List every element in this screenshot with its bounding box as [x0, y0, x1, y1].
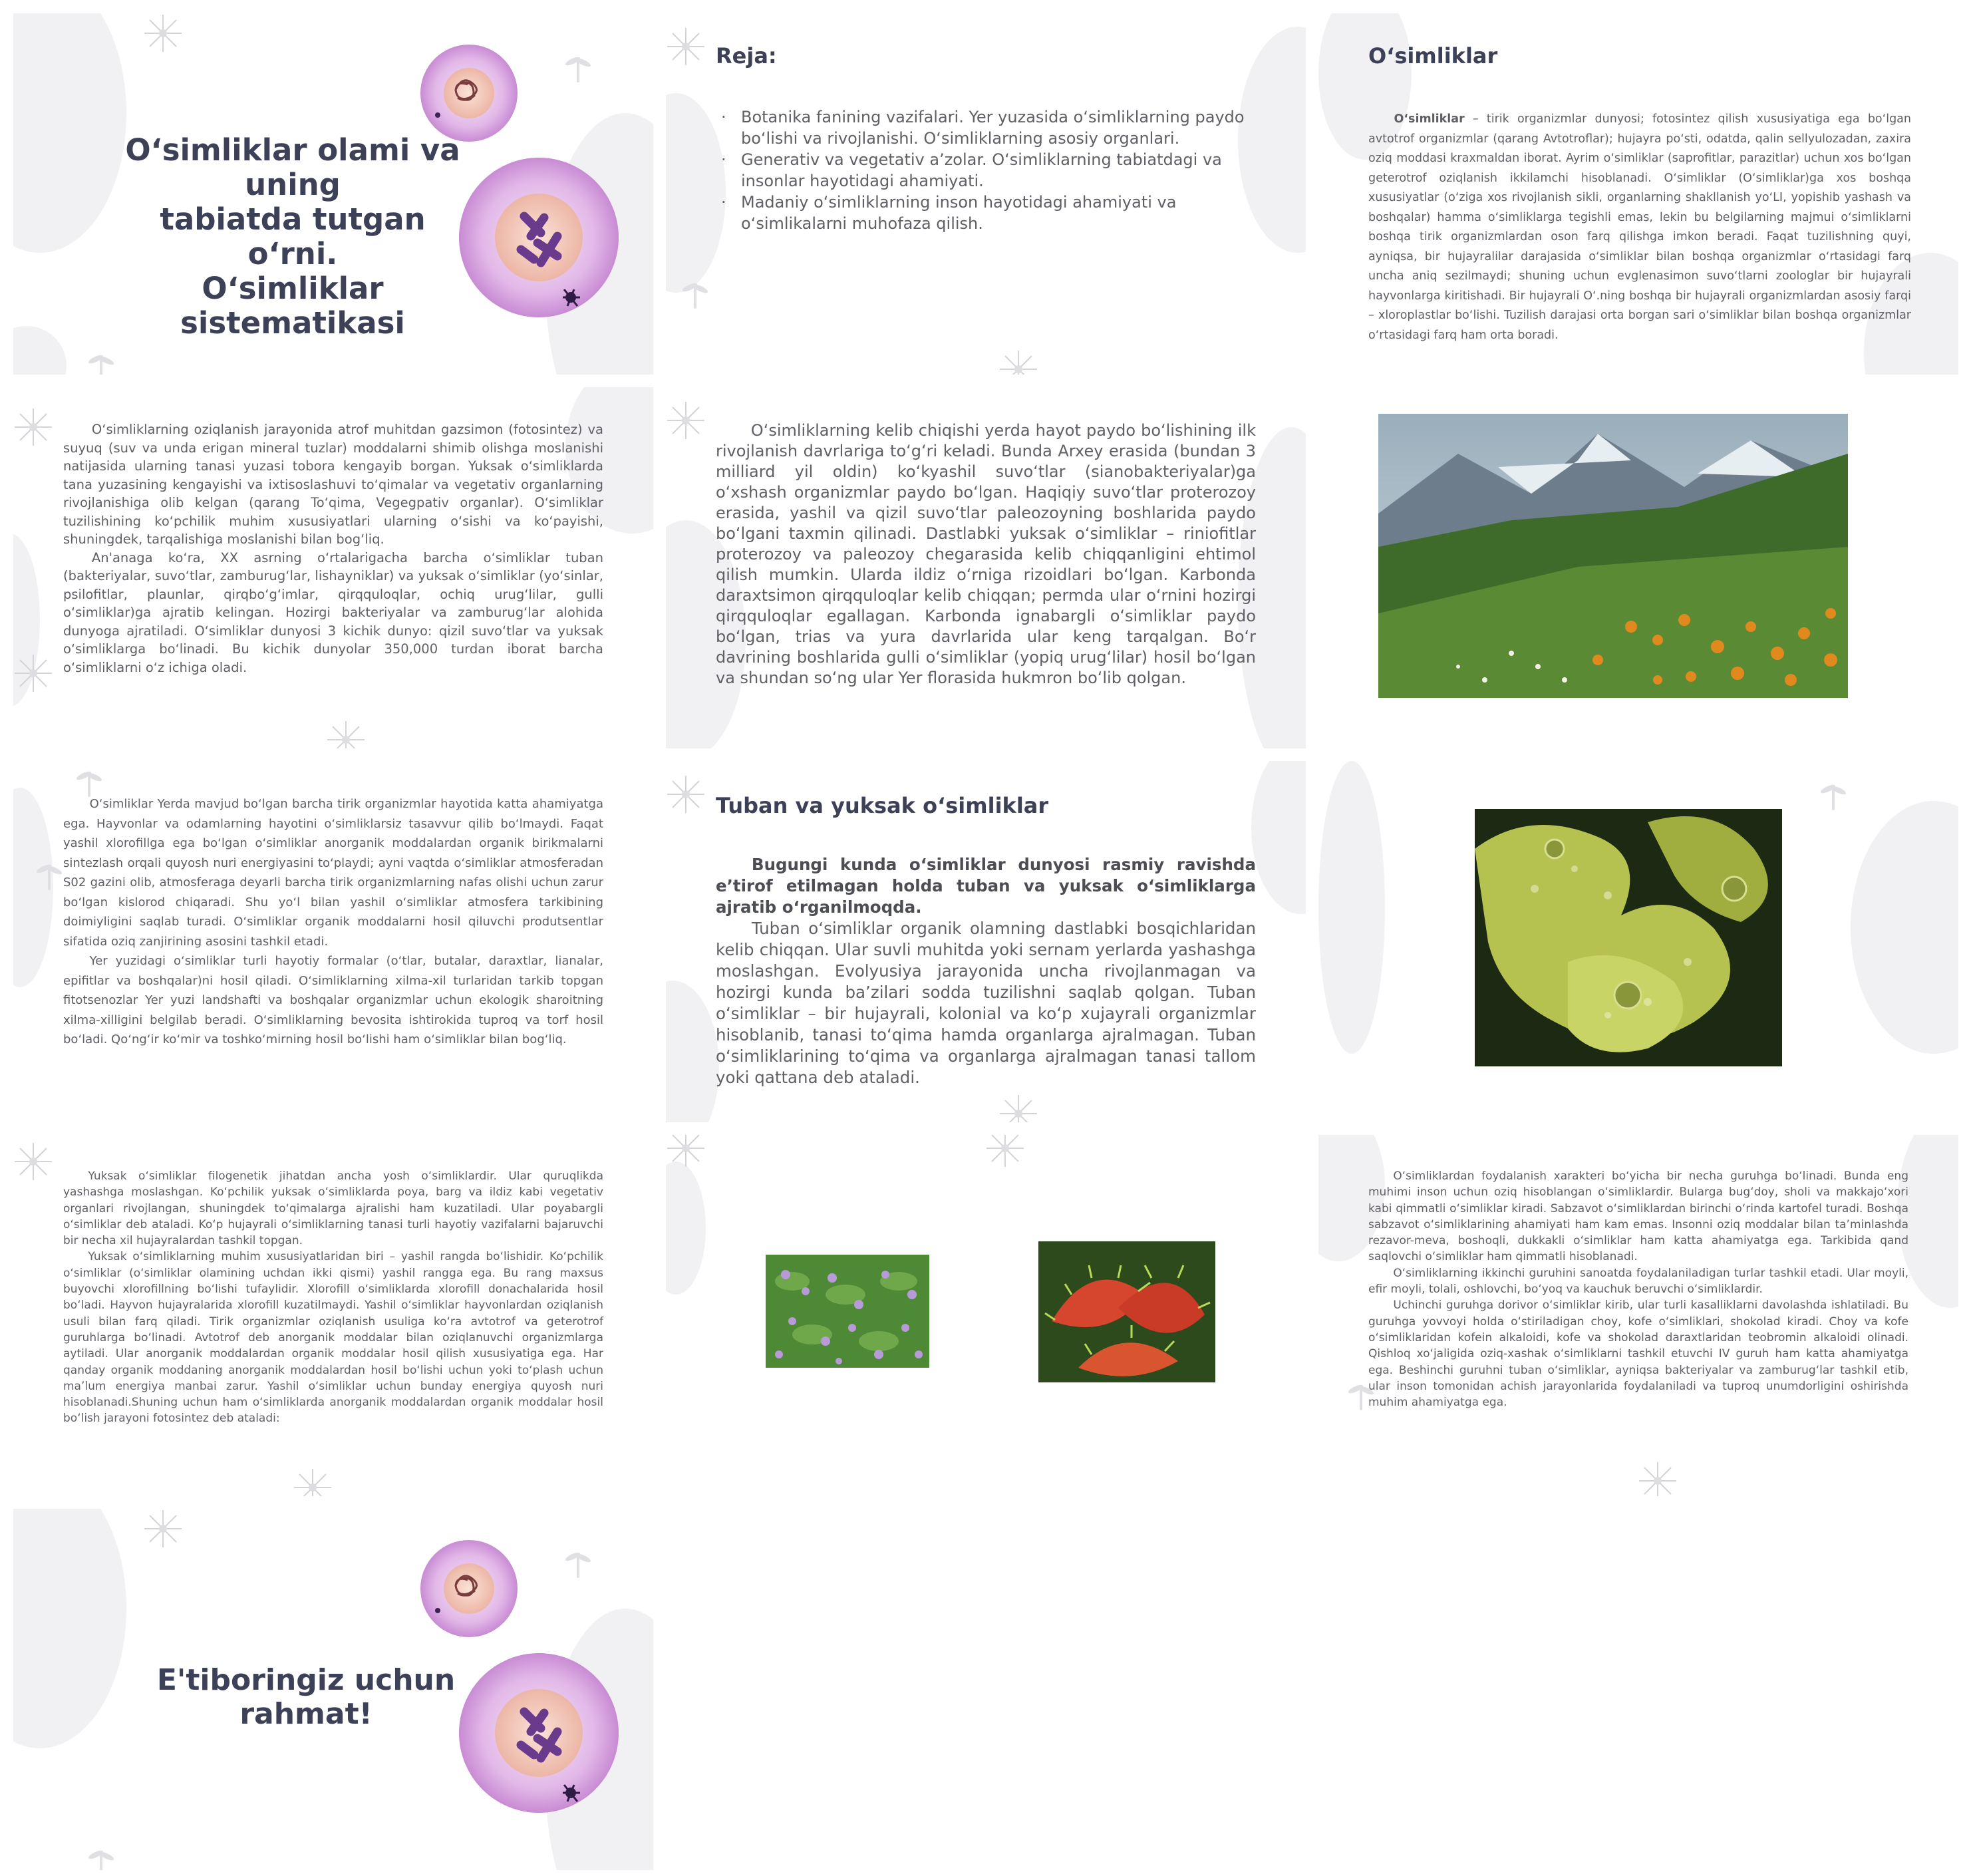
plan-item: · Madaniy o‘simliklarning inson hayotidagi ahamiyati va o‘simlikalarni muhofaza qilish. — [721, 193, 1177, 233]
definition-term: O‘simliklar — [1394, 112, 1465, 126]
cell-illustration-icon — [458, 156, 621, 320]
dandelion-icon — [143, 13, 183, 53]
dandelion-icon — [666, 1135, 706, 1168]
dandelion-icon — [13, 653, 53, 693]
dandelion-icon — [998, 349, 1038, 375]
body-text — [716, 854, 1256, 1088]
slide-heading: O‘simliklar — [1368, 43, 1498, 69]
paragraph: O‘simliklarning ikkinchi guruhini sanoatda foydalaniladigan turlar tashkil etadi. Ular moyli, efir moyli, tolali, oshlovchi, bo‘yoq va kauchuk beruvchi o‘simliklardir. — [1368, 1266, 1908, 1297]
slide-heading: Reja: — [716, 43, 777, 69]
slide-lower-higher-plants — [666, 761, 1306, 1122]
plan-item-text: Botanika fanining vazifalari. Yer yuzasida o‘simliklarning paydo bo‘lishi va rivojlanishi. O‘simliklarning asosiy organlari. — [741, 108, 1245, 148]
background-shape — [666, 1162, 706, 1295]
dandelion-icon — [666, 400, 706, 440]
slide-text-nutrition — [13, 387, 653, 748]
dandelion-icon — [985, 1135, 1025, 1168]
title-line: O‘simliklar sistematikasi — [180, 271, 405, 341]
venus-flytrap-photo — [1038, 1241, 1215, 1382]
presentation-title — [113, 133, 472, 341]
background-shape — [1318, 761, 1385, 1054]
dandelion-icon — [998, 1094, 1038, 1122]
slide-text-uses — [1318, 1135, 1958, 1496]
background-shape — [13, 326, 67, 375]
mountain-meadow-photo — [1378, 414, 1848, 698]
dragonfly-icon — [562, 53, 595, 86]
body-text — [63, 1168, 603, 1427]
slide-text-importance — [13, 761, 653, 1122]
title-line: O‘simliklar olami va uning — [125, 132, 460, 202]
definition-body: – tirik organizmlar dunyosi; fotosintez qilish xususiyatiga ega boʻlgan avtotrof organizmlar (qarang Avtotroflar); hujayra poʻsti, odatda, qalin sellyulozadan, zaxira oziq moddasi kraxmaldan iborat. Ayrim oʻsimliklar (saprofitlar, parazitlar) uchun xos boʻlgan geterotrof oziqlanish ikkilamchi hisoblanadi. Oʻsimliklar (Oʻsimliklar)ga xos boshqa xususiyatlar (oʻziga xos rivojlanish sikli, organlarning shakllanish yoʻLI, yopishib yashash va boshqalar) hamma oʻsimliklarga tegishli emas, lekin bu belgilarning majmui oʻsimliklarni boshqa tirik organizmlardan oson farq qilishga imkon beradi. Faqat tuzilishning quyi, ayniqsa, bir hujayralilar darajasida oʻsimliklar bilan boshqa organizmlar oʻrtasidagi farq uncha aniq sezilmaydi; shuning uchun evglenasimon suvoʻtlarni zoologlar bir hujayrali hayvonlarga kiritishadi. Bir hujayrali Oʻ.ning boshqa bir hujayrali organizmlardan asosiy farqi – xloroplastlar boʻlishi. Tuzilish darajasi orta borgan sari oʻsimliklar bilan boshqa organizmlar oʻrtasidagi farq ham orta boradi. — [1368, 112, 1911, 342]
slide-title — [13, 13, 653, 375]
paragraph: Yuksak o‘simliklarning muhim xususiyatlaridan biri – yashil rangda bo‘lishidir. Ko‘pchilik o‘simliklar (o‘simliklar olamining uchdan ikki qismi) yashil rangga ega. Bu rang maxsus buyovchi xlorofillning bo‘lishi tufaylidir. Xlorofill o‘simliklarda xlorofill donachalarida hosil bo‘ladi. Hayvon hujayralarida xlorofill kuzatilmaydi. Yashil o‘simliklar hayvonlardan oziqlanish usuli bilan farq qiladi. Tirik organizmlar oziqlanish usuliga ko‘ra avtotrof va geterotrof guruhlarga bo‘linadi. Avtotrof deb anorganik moddalar bilan oziqlanuvchi organizmlarga aytiladi. Ular anorganik moddalardan organik moddalar hosil qilish xususiyatiga ega. Har qanday organik moddaning anorganik moddalardan hosil bo‘lishi uchun yoki to‘plash uchun ma’lum energiya manbai zarur. Yashil o‘simliklar uchun bunday energiya quyosh nuri hisoblanadi.Shuning uchun ham o‘simliklarda anorganik moddalardan organik moddalar hosil bo‘lish jarayoni fotosintez deb ataladi: — [63, 1250, 603, 1426]
title-line: tabiatda tutgan o‘rni. — [160, 202, 426, 271]
dragonfly-icon — [679, 279, 712, 313]
slide-text-origin — [666, 387, 1306, 748]
dragonfly-icon — [85, 351, 118, 375]
paragraph: Yer yuzidagi oʻsimliklar turli hayotiy formalar (oʻtlar, butalar, daraxtlar, lianalar, epifitlar va boshqalar)ni hosil qiladi. Oʻsimliklarning xilma-xil turlaridan tarkib topgan fitotsenozlar Yer yuzi landshafti va boshqalar organizmlar uchun ekologik sharoitning xilma-xilligini belgilab beradi. Oʻsimliklarning bevosita ishtirokida tuproq va torf hosil boʻladi. Qoʻngʻir koʻmir va toshkoʻmirning hosil boʻlishi ham oʻsimliklar bilan bogʻliq. — [63, 954, 603, 1046]
cell-illustration-icon — [419, 1539, 519, 1639]
background-shape — [13, 13, 126, 253]
paragraph: Oʻsimliklarning oziqlanish jarayonida atrof muhitdan gazsimon (fotosintez) va suyuq (suv va unda erigan mineral tuzlar) moddalarni shimib olishga moslanishi natijasida ularning tanasi yuzasi tobora kengayib borgan. Yuksak oʻsimliklarda tana yuzasining kengayishi va ixtisoslashuvi toʻqimalar va vegetativ organlarning rivojlanishiga olib kelgan (qarang Toʻqima, Vegegpativ organlar). Oʻsimliklar tuzilishining koʻpchilik muhim xususiyatlari ularning oʻsishi va koʻpayishi, shuningdek, tarqalishiga moslanishi bilan bogʻliq. — [63, 422, 603, 547]
slide-photos-plants — [666, 1135, 1306, 1496]
body-text — [716, 420, 1256, 689]
cell-illustration-icon — [419, 43, 519, 143]
dandelion-icon — [293, 1468, 333, 1496]
lead-paragraph: Bugungi kunda o‘simliklar dunyosi rasmiy ravishda e’tirof etilmagan holda tuban va yuksak o‘simliklarga ajratib o‘rganilmoqda. — [716, 855, 1256, 917]
body-text — [1368, 1168, 1908, 1410]
paragraph: Oʻsimliklarning kelib chiqishi yerda hayot paydo boʻlishining ilk rivojlanish davrlariga toʻgʻri keladi. Bunda Arxey erasida (bundan 3 milliard yil oldin) koʻkyashil suvoʻtlar (sianobakteriyalar)ga oʻxshash organizmlar paydo boʻlgan. Haqiqiy suvoʻtlar proterozoy erasida, yashil va qizil suvoʻtlar paleozoyning boshlarida paydo boʻlgani taxmin qilinadi. Dastlabki yuksak oʻsimliklar – riniofitlar proterozoy va paleozoy chegarasida kelib chiqqanligini ehtimol qilish mumkin. Ularda ildiz oʻrniga rizoidlari boʻlgan. Karbonda daraxtsimon qirqquloqlar kelib chiqqan; permda ular oʻrnini hozirgi qirqquloqlar egallagan. Karbonda ignabargli oʻsimliklar paydo boʻlgan, trias va yura davrlarida ular keng tarqalgan. Boʻr davrining boshlarida gulli oʻsimliklar (yopiq urugʻlilar) hosil boʻlgan va shundan soʻng ular Yer florasida hukmron boʻlib qolgan. — [716, 421, 1256, 687]
plan-item: · Botanika fanining vazifalari. Yer yuzasida o‘simliklarning paydo bo‘lishi va rivojlanishi. O‘simliklarning asosiy organlari. — [721, 108, 1245, 148]
definition-text — [1368, 110, 1911, 345]
slide-photo-meadow — [1318, 387, 1958, 748]
dandelion-icon — [143, 1509, 183, 1549]
paragraph: Tuban o‘simliklar organik olamning dastlabki bosqichlaridan kelib chiqqan. Ular suvli muhitda yoki sernam yerlarda yashashga moslashgan. Evolyusiya jarayonida uncha rivojlanmagan va hozirgi kunda ba’zilari sodda tuzilishni saqlab qolgan. Tuban o‘simliklar – bir hujayrali, kolonial va ko‘p xujayrali organizmlar hisoblanib, tanasi to‘qima hamda organlarga ajralmagan. Tuban o‘simliklarining to‘qima va organlarga ajralmagan tanasi tallom yoki qattana deb ataladi. — [716, 919, 1256, 1087]
slide-text-higher-plants — [13, 1135, 653, 1496]
dandelion-icon — [666, 27, 706, 67]
dandelion-icon — [13, 1142, 53, 1181]
paragraph: Yuksak o‘simliklar filogenetik jihatdan ancha yosh o‘simliklardir. Ular quruqlikda yashashga moslashgan. Ko‘pchilik yuksak o‘simliklarda poya, barg va ildiz kabi vegetativ organlari rivojlangan, shuningdek to‘qimalarga ajralishi ham kuzatiladi. Ular poyabargli o‘simliklar deb ataladi. Ko‘p hujayrali o‘simliklarning tanasi turli hayotiy vazifalarni bajaruvchi bir necha xil hujayralardan tashkil topgan. — [63, 1170, 603, 1248]
background-shape — [1851, 801, 1958, 1054]
paragraph: Uchinchi guruhga dorivor o‘simliklar kirib, ular turli kasalliklarni davolashda ishlatiladi. Bu guruhga yovvoyi holda o‘stiriladigan choy, kofe o‘simliklari, shokolad kiradi. Choy va kofe o‘simliklaridan kofein alkaloidi, kofe va shokolad daraxtlaridan teobromin alkaloidi olinadi. Qishloq xo‘jaligida oziq-xashak o‘simliklarni tashkil etuvchi IV guruh ham katta ahamiyatga ega. Beshinchi guruhni tuban o‘simliklar, ayniqsa bakteriyalar va zamburug‘lar tashkil etib, ular inson tomonidan achish jarayonlarida foydalaniladi va tuproq unumdorligini oshirishda muhim ahamiyatga ega. — [1368, 1299, 1908, 1410]
paragraph: O‘simliklardan foydalanish xarakteri bo‘yicha bir necha guruhga bo‘linadi. Bunda eng muhimi inson uchun oziq hisoblangan o‘simliklardir. Bularga bug‘doy, sholi va makkajo‘xori kabi qimmatli o‘simliklar kiradi. Sabzavot o‘simliklardan birinchi o‘rinda kartofel turadi. Boshqa sabzavot o‘simliklarining ahamiyati ham kam emas. Insonni oziq moddalar bilan ta’minlashda rezavor-meva, boshoqli, dukkakli o‘simliklar ham katta ahamiyatga ega. Tarkibida qand saqlovchi o‘simliklar ham qimmatli hisoblanadi. — [1368, 1170, 1908, 1264]
body-text — [63, 420, 603, 677]
thanks-title: E'tiboringiz uchun rahmat! — [156, 1663, 456, 1731]
paragraph: An'anaga koʻra, XX asrning oʻrtalarigacha barcha oʻsimliklar tuban (bakteriyalar, suvoʻtlar, zamburugʻlar, lishayniklar) va yuksak oʻsimliklar (yoʻsinlar, psilofitlar, plaunlar, qirqboʻgʻimlar, qirqquloqlar, ochiq urugʻlilar, gulli oʻsimliklar)ga ajratib kelingan. Hozirgi bakteriyalar va zamburugʻlar alohida dunyoga ajratiladi. Oʻsimliklar dunyosi 3 kichik dunyo: qizil suvoʻtlar va yuksak oʻsimliklarga boʻlinadi. Bu kichik dunyolar 350,000 turdan iborat barcha oʻsimliklarni oʻz ichiga oladi. — [63, 549, 603, 675]
background-shape — [1251, 761, 1306, 914]
dragonfly-icon — [1817, 781, 1851, 814]
water-hyacinth-photo — [766, 1255, 929, 1368]
body-text — [63, 794, 603, 1050]
slide-heading: Tuban va yuksak o‘simliklar — [716, 793, 1049, 818]
slide-thanks — [13, 1509, 653, 1870]
plan-item-text: Madaniy o‘simliklarning inson hayotidagi ahamiyati va o‘simlikalarni muhofaza qilish. — [741, 193, 1177, 233]
plan-item-text: Generativ va vegetativ a’zolar. O‘simliklarning tabiatdagi va insonlar hayotidagi ahamiyati. — [741, 150, 1222, 190]
background-shape — [666, 981, 719, 1122]
dragonfly-icon — [85, 1847, 118, 1870]
plan-item: · Generativ va vegetativ a’zolar. O‘simliklarning tabiatdagi va insonlar hayotidagi ahamiyati. — [721, 150, 1222, 190]
plan-list — [716, 106, 1260, 234]
dragonfly-icon — [562, 1549, 595, 1582]
slide-plants-definition — [1318, 13, 1958, 375]
dandelion-icon — [1638, 1461, 1678, 1496]
slide-plan — [666, 13, 1306, 375]
dandelion-icon — [326, 720, 366, 748]
dandelion-icon — [666, 774, 706, 814]
paragraph: Oʻsimliklar Yerda mavjud boʻlgan barcha tirik organizmlar hayotida katta ahamiyatga ega. Hayvonlar va odamlarning hayotini oʻsimliklarsiz tasavvur qilib boʻlmaydi. Faqat yashil xlorofillga ega boʻlgan oʻsimliklar anorganik moddalardan organik birikmalarni sintezlash orqali quyosh nuri energiyasini toʻplaydi; ayni vaqtda oʻsimliklar atmosferadan S02 gazini olib, atmosferaga deyarli barcha tirik organizmlarning nafas olishi uchun zarur boʻlgan kislorod chiqaradi. Shu yoʻl bilan yashil oʻsimliklar atmosfera tarkibining doimiyligini saqlab turadi. Oʻsimliklar organik moddalarni hosil qiluvchi produtsentlar sifatida oziq zanjirining asosini tashkil etadi. — [63, 797, 603, 949]
slide-photo-liverwort — [1318, 761, 1958, 1122]
dragonfly-icon — [33, 861, 67, 894]
liverwort-photo — [1475, 809, 1782, 1066]
dandelion-icon — [13, 407, 53, 447]
